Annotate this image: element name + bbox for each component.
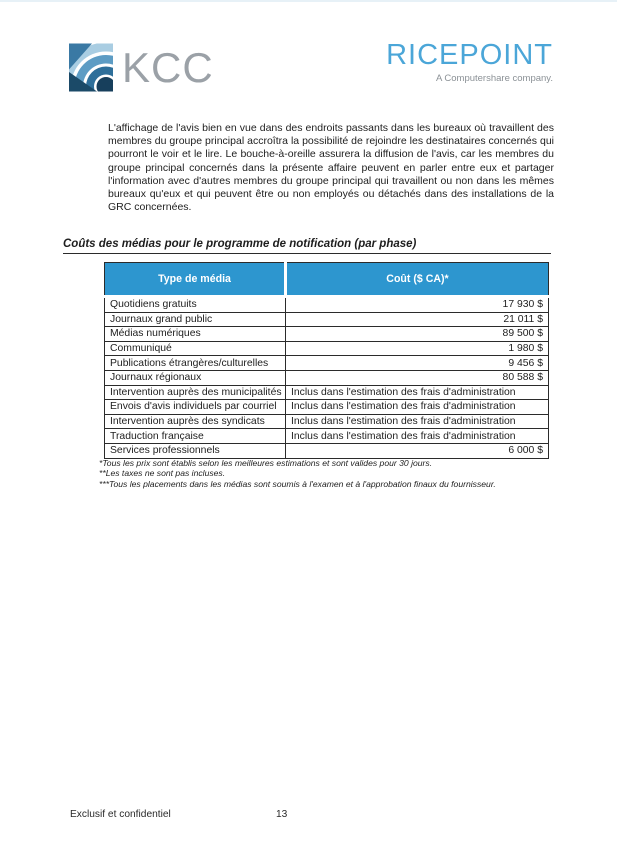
intro-paragraph: L'affichage de l'avis bien en vue dans des endroits passants dans les bureaux où travaillent des membres du groupe principal accroîtra la possibilité de rejoindre les destinataires concernés qui pourront le voir et le lire. Le bouche-à-oreille assurera la diffusion de l'avis, car les membres du groupe principal concernés dans la présente affaire peuvent en parler entre eux et partager l'information avec d'autres membres du groupe principal qui travaillent ou non dans les mêmes bureaux qu'eux et qui peuvent être ou non employés ou détachés dans des installations de la GRC concernées.	[108, 122, 554, 214]
table-row	[105, 356, 549, 371]
kcc-logo-icon	[69, 43, 113, 92]
row-value-cell: 21 011 $	[286, 312, 549, 327]
row-value-cell: Inclus dans l'estimation des frais d'administration	[286, 429, 549, 444]
table-row	[105, 341, 549, 356]
column-header-cost: Coût ($ CA)*	[286, 263, 549, 297]
footnote: **Les taxes ne sont pas incluses.	[99, 468, 226, 479]
row-value-cell: 9 456 $	[286, 356, 549, 371]
table-row	[105, 327, 549, 342]
row-label-cell: Médias numériques	[105, 327, 286, 342]
table-row	[105, 385, 549, 400]
kcc-logo	[69, 43, 214, 92]
ricepoint-logo	[386, 40, 553, 84]
table-header-row	[105, 263, 549, 297]
section-title: Coûts des médias pour le programme de notification (par phase)	[63, 238, 551, 254]
footnotes	[99, 458, 559, 489]
row-label-cell: Envois d'avis individuels par courriel	[105, 400, 286, 415]
row-value-cell: Inclus dans l'estimation des frais d'administration	[286, 400, 549, 415]
row-label-cell: Communiqué	[105, 341, 286, 356]
ricepoint-tagline: A Computershare company.	[435, 73, 553, 84]
ricepoint-logo-text: RICEPOINT	[386, 39, 553, 71]
column-header-type: Type de média	[105, 263, 286, 297]
row-label-cell: Intervention auprès des syndicats	[105, 414, 286, 429]
footnote: *Tous les prix sont établis selon les meilleures estimations et sont valides pour 30 jours.	[99, 458, 433, 468]
row-label-cell: Journaux grand public	[105, 312, 286, 327]
table-row	[105, 297, 549, 313]
row-value-cell: 6 000 $	[286, 443, 549, 458]
row-value-cell: 89 500 $	[286, 327, 549, 342]
row-value-cell: Inclus dans l'estimation des frais d'administration	[286, 385, 549, 400]
table-row	[105, 429, 549, 444]
table-row	[105, 414, 549, 429]
table-row	[105, 443, 549, 458]
scan-edge-artifact	[0, 0, 617, 2]
footnote: ***Tous les placements dans les médias sont soumis à l'examen et à l'approbation finaux du fournisseur.	[99, 478, 496, 489]
row-value-cell: 17 930 $	[286, 297, 549, 313]
row-label-cell: Services professionnels	[105, 443, 286, 458]
row-value-cell: 80 588 $	[286, 370, 549, 385]
row-value-cell: Inclus dans l'estimation des frais d'administration	[286, 414, 549, 429]
kcc-logo-text: KCC	[122, 44, 214, 91]
row-label-cell: Quotidiens gratuits	[105, 297, 286, 313]
table-row	[105, 312, 549, 327]
table-row	[105, 370, 549, 385]
row-label-cell: Traduction française	[105, 429, 286, 444]
row-label-cell: Intervention auprès des municipalités	[105, 385, 286, 400]
row-value-cell: 1 980 $	[286, 341, 549, 356]
media-costs-table	[104, 262, 549, 459]
footer-confidential-label: Exclusif et confidentiel	[70, 809, 171, 820]
page-number: 13	[276, 809, 288, 820]
table-row	[105, 400, 549, 415]
row-label-cell: Journaux régionaux	[105, 370, 286, 385]
row-label-cell: Publications étrangères/culturelles	[105, 356, 286, 371]
